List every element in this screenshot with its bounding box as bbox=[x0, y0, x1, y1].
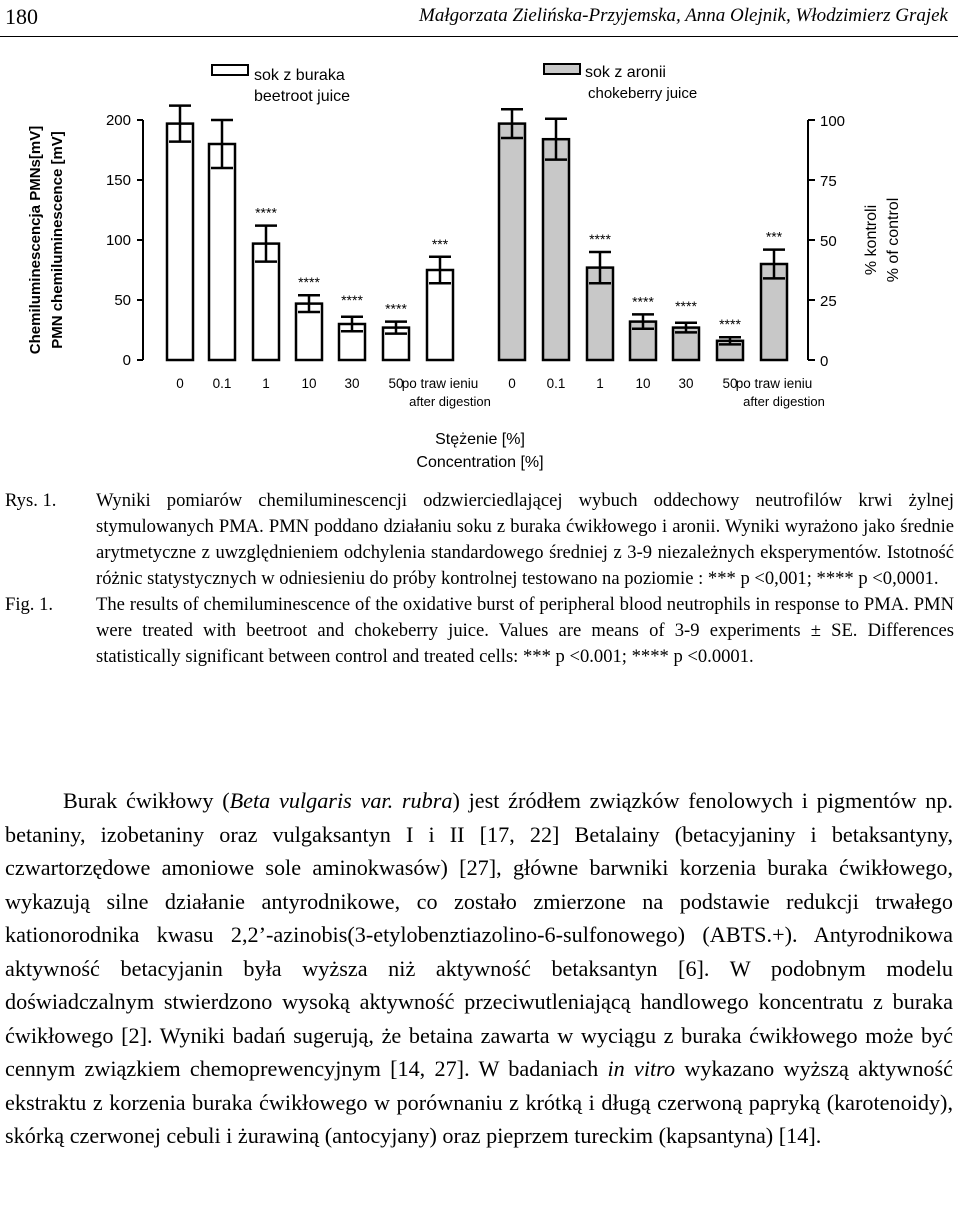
running-title-authors: Małgorzata Zielińska-Przyjemska, Anna Olejnik, Włodzimierz Grajek bbox=[419, 5, 948, 26]
chart-bars bbox=[167, 106, 787, 360]
right-axis-title-pl: % kontroli bbox=[863, 204, 880, 276]
significance-mark: **** bbox=[385, 300, 407, 317]
significance-mark: **** bbox=[632, 293, 654, 310]
body-text-main: ) jest źródłem związków fenolowych i pigmentów np. betaniny, izobetaniny oraz vulgaksantyn I i II [17, 22] Betalainy (betacyjaniny i betaksantyny, czwartorzędowe amoniowe sole aminokwasów) [27], główne barwniki korzenia buraka ćwikłowego, wykazują silne działanie antyrodnikowe, co zostało zmierzone na podstawie redukcji trwałego kationorodnika kwasu 2,2’-azinobis(3-etylobenztiazolino-6-sulfonowego) (ABTS.+). Antyrodnikowa aktywność betacyjanin była wyższa niż aktywność betaksantyn [6]. W podobnym modelu doświadczalnym stwierdzono wysoką aktywność przeciwutleniającą handlowego koncentratu z buraka ćwikłowego [2]. Wyniki badań sugerują, że betaina zawarta w wyciągu z buraka ćwikłowego może być cennym związkiem chemoprewencyjnym [14, 27]. W badaniach bbox=[5, 788, 953, 1081]
rys-label: Rys. 1. bbox=[5, 490, 57, 511]
left-axis-tick-label: 0 bbox=[122, 352, 131, 369]
left-axis-tick-label: 50 bbox=[114, 292, 131, 309]
body-intro: Burak ćwikłowy ( bbox=[63, 788, 230, 813]
rys-text: Wyniki pomiarów chemiluminescencji odzwierciedlającej wybuch oddechowy neutrofilów krwi żylnej stymulowanych PMA. PMN poddano działaniu soku z buraka ćwikłowego i aronii. Wyniki wyrażono jako średnie arytmetyczne z uwzględnieniem odchylenia standardowego średniej z 3-9 niezależnych eksperymentów. Istotność różnic statystycznych w odniesieniu do próby kontrolnej testowano na poziomie : *** p <0,001; **** p <0,0001. bbox=[96, 490, 954, 589]
right-axis-tick-label: 100 bbox=[820, 113, 846, 130]
caption-polish bbox=[0, 488, 960, 592]
bar bbox=[209, 144, 235, 360]
header-rule bbox=[0, 36, 958, 37]
significance-mark: **** bbox=[341, 291, 363, 308]
right-axis-tick-label: 75 bbox=[820, 173, 837, 190]
category-label: 0.1 bbox=[212, 376, 232, 391]
latin-name: Beta vulgaris var. rubra bbox=[229, 788, 453, 813]
x-axis-title-en: Concentration [%] bbox=[416, 454, 544, 471]
bar bbox=[167, 124, 193, 360]
category-label: 10 bbox=[635, 376, 651, 391]
category-label: 0 bbox=[176, 376, 184, 391]
left-axis-title-en: PMN chemiluminescence [mV] bbox=[49, 131, 66, 349]
significance-mark: **** bbox=[675, 297, 697, 314]
category-label: 0.1 bbox=[546, 376, 566, 391]
page-number: 180 bbox=[5, 4, 38, 29]
category-label: 50 bbox=[388, 376, 404, 391]
left-axis-title-pl: Chemiluminescencja PMNs[mV] bbox=[27, 125, 44, 355]
significance-mark: *** bbox=[765, 228, 783, 245]
bar bbox=[543, 139, 569, 360]
significance-mark: **** bbox=[255, 204, 277, 221]
category-label: 30 bbox=[678, 376, 694, 391]
in-vitro-term: in vitro bbox=[607, 1056, 676, 1081]
left-axis-tick-label: 200 bbox=[105, 112, 131, 129]
legend-swatch-chokeberry bbox=[544, 64, 580, 74]
fig-label: Fig. 1. bbox=[5, 594, 54, 615]
body-paragraph bbox=[5, 784, 953, 1153]
category-label: 1 bbox=[262, 376, 270, 391]
chemiluminescence-chart bbox=[0, 40, 960, 480]
figure-caption bbox=[0, 488, 960, 670]
right-axis-tick-label: 50 bbox=[820, 233, 837, 250]
right-axis-tick-label: 0 bbox=[820, 353, 829, 370]
chart-axes bbox=[137, 120, 815, 360]
significance-mark: **** bbox=[719, 316, 741, 333]
category-label: 0 bbox=[508, 376, 516, 391]
category-label: 30 bbox=[344, 376, 360, 391]
right-axis-tick-label: 25 bbox=[820, 293, 837, 310]
significance-mark: *** bbox=[431, 235, 449, 252]
right-axis-title-en: % of control bbox=[885, 197, 902, 283]
significance-mark: **** bbox=[298, 274, 320, 291]
body-text-end: wykazano wyższą aktywność ekstraktu z korzenia buraka ćwikłowego w porównaniu z krótką i długą czerwoną papryką (karotenoidy), skórką czerwonej cebuli i żurawiną (antocyjany) oraz pieprzem tureckim (kapsantyna) [14]. bbox=[5, 1056, 953, 1148]
category-label: po traw ieniu bbox=[401, 376, 479, 391]
fig-text: The results of chemiluminescence of the oxidative burst of peripheral blood neutrophils in response to PMA. PMN were treated with beetroot and chokeberry juice. Values are means of 3-9 experiments ± SE. Differences statistically significant between control and treated cells: *** p <0.001; **** p <0.0001. bbox=[96, 594, 954, 667]
x-axis-title-pl: Stężenie [%] bbox=[435, 431, 525, 448]
category-label-line2: after digestion bbox=[409, 394, 491, 409]
page-header bbox=[0, 0, 960, 40]
legend-swatch-beetroot bbox=[212, 65, 248, 75]
bar bbox=[499, 124, 525, 360]
category-label: 10 bbox=[301, 376, 317, 391]
legend-label-chokeberry-pl: sok z aronii bbox=[585, 64, 666, 81]
category-label: po traw ieniu bbox=[735, 376, 813, 391]
caption-english bbox=[0, 592, 960, 670]
legend-label-beetroot-pl: sok z buraka bbox=[254, 67, 345, 84]
category-label: 50 bbox=[722, 376, 738, 391]
legend-label-chokeberry-en: chokeberry juice bbox=[588, 85, 698, 102]
left-axis-tick-label: 100 bbox=[105, 232, 131, 249]
legend-label-beetroot-en: beetroot juice bbox=[254, 88, 351, 105]
left-axis-tick-label: 150 bbox=[105, 172, 131, 189]
category-label-line2: after digestion bbox=[743, 394, 825, 409]
significance-mark: **** bbox=[589, 231, 611, 247]
category-label: 1 bbox=[596, 376, 604, 391]
